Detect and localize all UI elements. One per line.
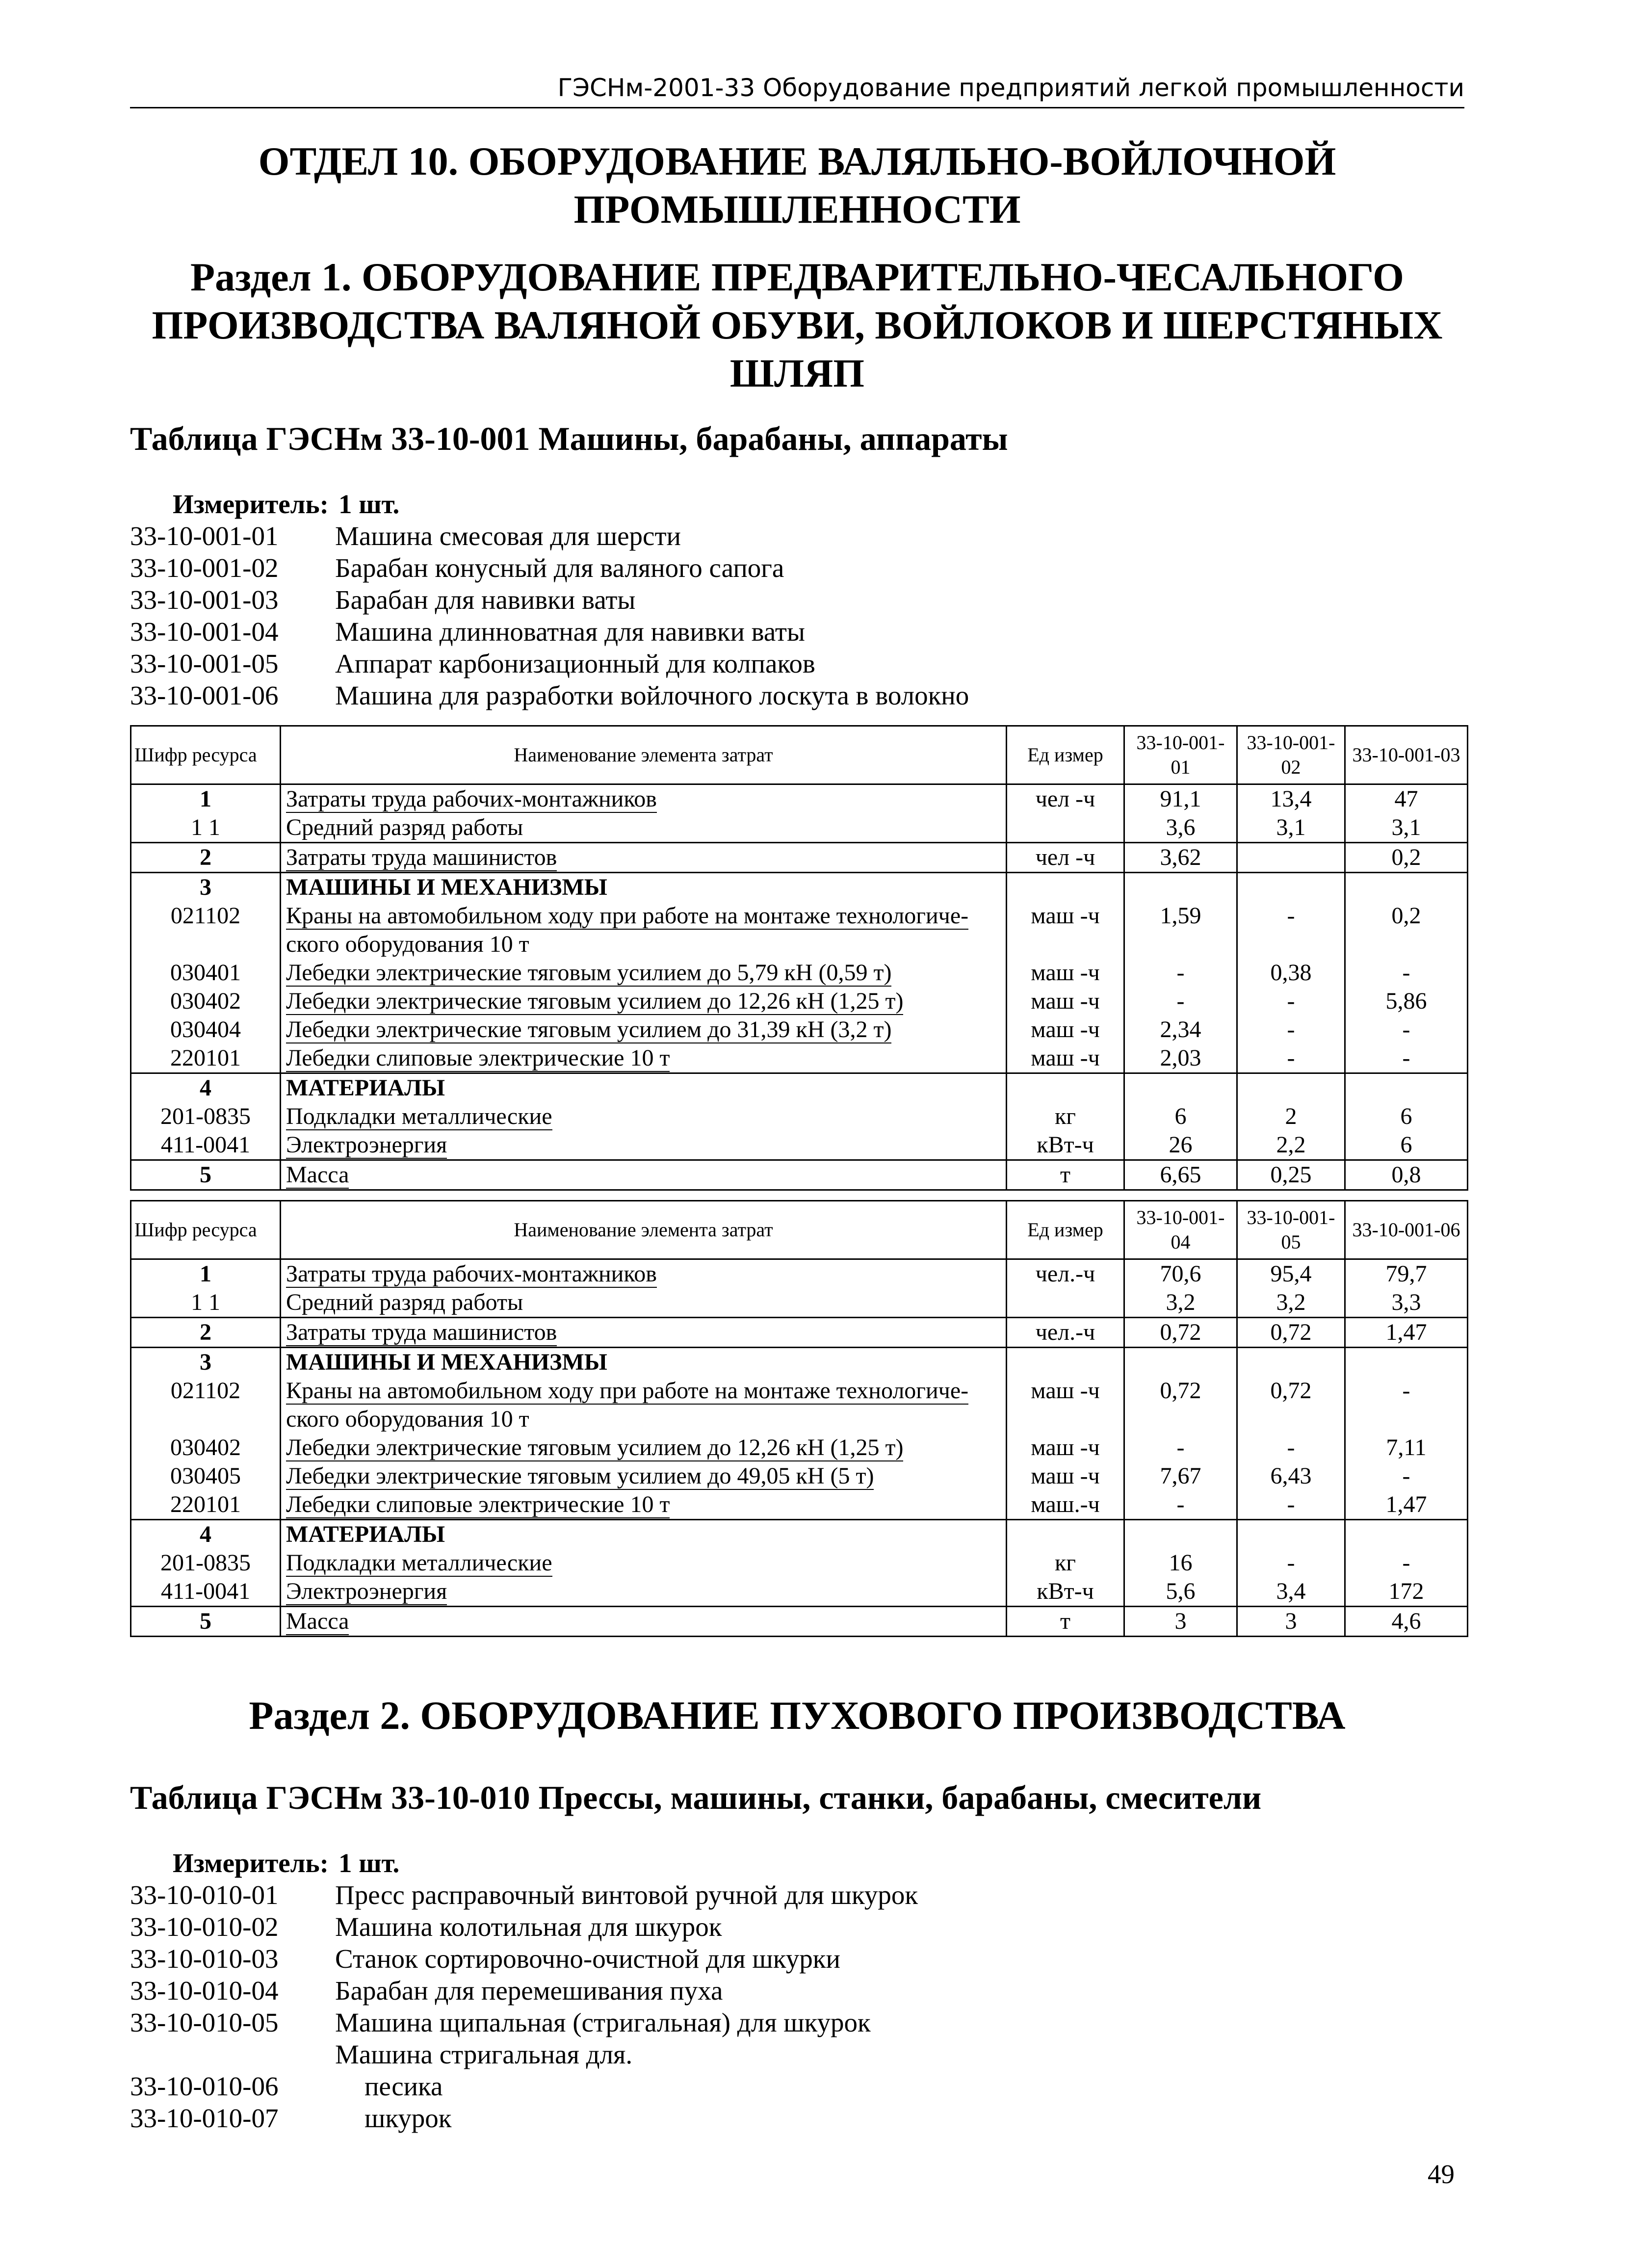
cell-v3: 0,2 [1345,843,1468,873]
cell-v2 [1237,843,1345,873]
table-row [131,1434,1468,1462]
cell-v2: 3,1 [1237,813,1345,843]
cell-unit: маш -ч [1007,1044,1124,1073]
cell-name [281,930,1007,959]
cell-v1: - [1124,987,1237,1016]
cell-text: Электроэнергия [286,1132,447,1158]
item-name: шкурок [364,2103,452,2133]
col-header-unit: Ед измер [1007,726,1124,784]
items-list-2 [130,1847,918,2134]
cell-text: Масса [286,1162,349,1188]
cell-name [281,1549,1007,1577]
cell-unit [1007,1288,1124,1318]
table-row [131,902,1468,930]
cell-code: 201-0835 [131,1549,281,1577]
cell-unit: маш -ч [1007,1462,1124,1490]
cell-v1: 3 [1124,1607,1237,1637]
table-row [131,930,1468,959]
table-row [131,1160,1468,1190]
table-2-title: Таблица ГЭСНм 33-10-010 Прессы, машины, станки, барабаны, смесители [130,1779,1262,1816]
cell-code: 3 [131,1348,281,1377]
cell-v2: 0,72 [1237,1377,1345,1405]
cell-code: 201-0835 [131,1102,281,1131]
item-code: 33-10-010-01 [130,1880,279,1910]
cell-name [281,873,1007,902]
cell-text: МАТЕРИАЛЫ [286,1521,445,1547]
table-row [131,813,1468,843]
cell-unit: чел -ч [1007,784,1124,814]
cell-v1: 2,34 [1124,1016,1237,1044]
cell-v2 [1237,930,1345,959]
table-row [131,1490,1468,1520]
cell-unit: маш -ч [1007,987,1124,1016]
item-name: Барабан конусный для валяного сапога [335,553,784,583]
cell-code: 3 [131,873,281,902]
cell-v1: 0,72 [1124,1377,1237,1405]
item-name: Барабан для перемешивания пуха [335,1976,723,2006]
cell-unit: кВт-ч [1007,1131,1124,1160]
cell-v3: 0,8 [1345,1160,1468,1190]
cell-unit: маш -ч [1007,959,1124,987]
cell-v2: 6,43 [1237,1462,1345,1490]
cell-v3 [1345,1405,1468,1434]
item-code: 33-10-001-01 [130,521,279,551]
cell-unit: чел.-ч [1007,1259,1124,1289]
list-item [130,552,969,584]
cell-unit [1007,1520,1124,1549]
cell-text: Лебедки слиповые электрические 10 т [286,1491,670,1517]
measure-label: Измеритель: [173,1848,329,1878]
cell-v2: - [1237,1044,1345,1073]
cell-v3: 3,3 [1345,1288,1468,1318]
cell-v2: 0,72 [1237,1318,1345,1348]
cell-v1: - [1124,1490,1237,1520]
table-row [131,1607,1468,1637]
cell-name [281,1405,1007,1434]
table-row [131,784,1468,814]
cell-name [281,987,1007,1016]
table-row [131,1073,1468,1103]
cell-unit: маш.-ч [1007,1490,1124,1520]
item-code: 33-10-001-05 [130,649,279,678]
measure-label: Измеритель: [173,489,329,519]
list-item [130,2038,918,2070]
cell-v1 [1124,873,1237,902]
col-header-code: Шифр ресурса [131,726,281,784]
item-code: 33-10-010-06 [130,2071,279,2101]
cell-name [281,1607,1007,1637]
cell-name [281,813,1007,843]
cell-code: 021102 [131,1377,281,1405]
cell-v3 [1345,873,1468,902]
table-row [131,1348,1468,1377]
table-row [131,987,1468,1016]
section-1-title: Раздел 1. ОБОРУДОВАНИЕ ПРЕДВАРИТЕЛЬНО-ЧЕСАЛЬНОГО ПРОИЗВОДСТВА ВАЛЯНОЙ ОБУВИ, ВОЙЛОКОВ И ШЕРСТЯНЫХ ШЛЯП [152,255,1443,395]
cell-v1: 1,59 [1124,902,1237,930]
cell-name [281,1490,1007,1520]
cell-v1: 26 [1124,1131,1237,1160]
cell-v1: 70,6 [1124,1259,1237,1289]
cell-v1: 3,2 [1124,1288,1237,1318]
cell-v1: 5,6 [1124,1577,1237,1607]
cell-v1 [1124,1073,1237,1103]
cell-name [281,1520,1007,1549]
cell-v2 [1237,1348,1345,1377]
list-item [130,2102,918,2134]
cell-v3: - [1345,959,1468,987]
cell-name [281,1577,1007,1607]
cell-text: МАТЕРИАЛЫ [286,1075,445,1101]
cell-v1: 6 [1124,1102,1237,1131]
cell-unit: кг [1007,1102,1124,1131]
col-header-name: Наименование элемента затрат [281,726,1007,784]
cell-code: 021102 [131,902,281,930]
list-item [130,648,969,679]
cell-text: Лебедки электрические тяговым усилием до 31,39 кН (3,2 т) [286,1017,892,1043]
table-1-title: Таблица ГЭСНм 33-10-001 Машины, барабаны, аппараты [130,420,1008,457]
list-item [130,2007,918,2038]
cell-name [281,1434,1007,1462]
item-name: Машина стригальная для. [335,2039,633,2069]
cell-code: 5 [131,1160,281,1190]
page-number: 49 [1428,2159,1455,2189]
col-header-v2: 33-10-001-02 [1237,726,1345,784]
cell-text: Лебедки электрические тяговым усилием до 49,05 кН (5 т) [286,1463,874,1489]
cell-text: Затраты труда машинистов [286,1319,557,1345]
items-list-1 [130,488,969,711]
item-code: 33-10-001-03 [130,585,279,615]
measure-line [130,1847,918,1879]
list-item [130,1943,918,1975]
cell-code: 4 [131,1073,281,1103]
cell-v2: - [1237,902,1345,930]
title-block [130,137,1464,397]
col-header-v2: 33-10-001-05 [1237,1201,1345,1259]
cell-unit [1007,813,1124,843]
item-code: 33-10-001-06 [130,680,279,710]
cell-unit [1007,1348,1124,1377]
cell-v2: 3 [1237,1607,1345,1637]
table-row [131,1377,1468,1405]
cell-unit: кВт-ч [1007,1577,1124,1607]
cell-v3: - [1345,1549,1468,1577]
cell-text: Масса [286,1608,349,1634]
cell-name [281,1318,1007,1348]
cell-code [131,930,281,959]
cell-name [281,902,1007,930]
cell-unit [1007,1405,1124,1434]
cell-unit: маш -ч [1007,1377,1124,1405]
cell-code: 030402 [131,987,281,1016]
cell-text: Лебедки электрические тяговым усилием до 5,79 кН (0,59 т) [286,960,892,986]
cell-name [281,1073,1007,1103]
cell-text: Краны на автомобильном ходу при работе на монтаже технологиче- [286,903,969,929]
cell-unit: маш -ч [1007,1434,1124,1462]
cell-name [281,843,1007,873]
cell-name [281,1462,1007,1490]
cell-unit: т [1007,1607,1124,1637]
cell-text: Лебедки электрические тяговым усилием до 12,26 кН (1,25 т) [286,1434,904,1460]
item-code: 33-10-010-07 [130,2103,279,2133]
cell-code: 030405 [131,1462,281,1490]
cell-name [281,1348,1007,1377]
cell-name [281,1016,1007,1044]
table-row [131,1288,1468,1318]
cell-unit: маш -ч [1007,1016,1124,1044]
list-item [130,679,969,711]
col-header-name: Наименование элемента затрат [281,1201,1007,1259]
cell-text: Средний разряд работы [286,814,523,840]
cell-text: МАШИНЫ И МЕХАНИЗМЫ [286,1349,607,1375]
cell-v3 [1345,1073,1468,1103]
cell-v2: 13,4 [1237,784,1345,814]
cell-v3: 6 [1345,1131,1468,1160]
cell-name [281,1288,1007,1318]
cell-v2 [1237,1073,1345,1103]
cell-code: 2 [131,1318,281,1348]
table-row [131,1577,1468,1607]
cell-v1: 3,6 [1124,813,1237,843]
cell-name [281,959,1007,987]
cell-v1 [1124,930,1237,959]
cell-name [281,1044,1007,1073]
cell-v2: 0,25 [1237,1160,1345,1190]
cell-name [281,1160,1007,1190]
list-item [130,520,969,552]
cell-code: 4 [131,1520,281,1549]
item-name: Машина для разработки войлочного лоскута в волокно [335,680,969,710]
item-name: Станок сортировочно-очистной для шкурки [335,1944,840,1974]
cell-v2: 95,4 [1237,1259,1345,1289]
cell-code: 030401 [131,959,281,987]
item-name: песика [364,2071,443,2101]
cell-code: 411-0041 [131,1577,281,1607]
item-code: 33-10-010-03 [130,1944,279,1974]
list-item [130,1975,918,2007]
cell-code: 411-0041 [131,1131,281,1160]
cell-text: Подкладки металлические [286,1550,552,1576]
cell-v1 [1124,1348,1237,1377]
cell-code [131,1405,281,1434]
list-item [130,616,969,648]
cell-v1: 3,62 [1124,843,1237,873]
cell-text: Подкладки металлические [286,1103,552,1129]
item-name: Машина щипальная (стригальная) для шкурок [335,2007,871,2037]
item-name: Машина смесовая для шерсти [335,521,681,551]
cell-text: Средний разряд работы [286,1289,523,1315]
cell-unit: чел.-ч [1007,1318,1124,1348]
measure-line [130,488,969,520]
cell-v3: - [1345,1377,1468,1405]
cell-name [281,1102,1007,1131]
col-header-v1: 33-10-001-01 [1124,726,1237,784]
cell-unit [1007,930,1124,959]
cell-code: 1 1 [131,813,281,843]
table-row [131,1102,1468,1131]
table-row [131,1131,1468,1160]
list-item [130,1879,918,1911]
cell-v3: 1,47 [1345,1490,1468,1520]
cell-v1: 2,03 [1124,1044,1237,1073]
cell-v2: 2,2 [1237,1131,1345,1160]
cell-v3: 7,11 [1345,1434,1468,1462]
cell-text: Лебедки слиповые электрические 10 т [286,1045,670,1071]
item-code: 33-10-001-04 [130,617,279,647]
cell-unit: чел -ч [1007,843,1124,873]
cell-text: Затраты труда рабочих-монтажников [286,786,657,812]
measure-value: 1 шт. [338,1848,400,1878]
department-title: ОТДЕЛ 10. ОБОРУДОВАНИЕ ВАЛЯЛЬНО-ВОЙЛОЧНОЙ ПРОМЫШЛЕННОСТИ [258,139,1336,232]
cell-v3: 0,2 [1345,902,1468,930]
cell-text: Затраты труда рабочих-монтажников [286,1261,657,1287]
table-row [131,1405,1468,1434]
cell-v2 [1237,873,1345,902]
cell-v2: 3,2 [1237,1288,1345,1318]
table-row [131,959,1468,987]
item-code: 33-10-001-02 [130,553,279,583]
cell-text: Электроэнергия [286,1578,447,1604]
cell-v2: - [1237,1490,1345,1520]
cell-v3: - [1345,1044,1468,1073]
cell-v1 [1124,1520,1237,1549]
cell-name [281,1377,1007,1405]
table-row [131,873,1468,902]
item-code: 33-10-010-04 [130,1976,279,2006]
cell-v2: - [1237,1434,1345,1462]
cell-v3 [1345,1348,1468,1377]
table-row [131,843,1468,873]
cell-v3: 172 [1345,1577,1468,1607]
table-row [131,1318,1468,1348]
cell-v1: 0,72 [1124,1318,1237,1348]
item-code: 33-10-010-05 [130,2007,279,2037]
table-row [131,1016,1468,1044]
cell-v2: - [1237,1549,1345,1577]
item-code: 33-10-010-02 [130,1912,279,1942]
cell-v1: - [1124,959,1237,987]
cell-v1: 7,67 [1124,1462,1237,1490]
item-name: Машина длинноватная для навивки ваты [335,617,805,647]
measure-value: 1 шт. [338,489,400,519]
cell-v1: 16 [1124,1549,1237,1577]
cell-unit: т [1007,1160,1124,1190]
cell-v2 [1237,1405,1345,1434]
cell-code: 5 [131,1607,281,1637]
col-header-v3: 33-10-001-06 [1345,1201,1468,1259]
cell-code: 030404 [131,1016,281,1044]
cell-code: 1 1 [131,1288,281,1318]
item-code [130,2038,335,2070]
cell-code: 2 [131,843,281,873]
cell-text: Лебедки электрические тяговым усилием до 12,26 кН (1,25 т) [286,988,904,1014]
resource-table-a [130,725,1468,1191]
cell-v2: 2 [1237,1102,1345,1131]
table-row [131,1259,1468,1289]
col-header-unit: Ед измер [1007,1201,1124,1259]
cell-name [281,784,1007,814]
cell-v3: - [1345,1462,1468,1490]
cell-v1: 91,1 [1124,784,1237,814]
table-row [131,1462,1468,1490]
cell-unit: кг [1007,1549,1124,1577]
cell-v3: 3,1 [1345,813,1468,843]
cell-v2: 3,4 [1237,1577,1345,1607]
cell-v3: 47 [1345,784,1468,814]
cell-v3: - [1345,1016,1468,1044]
cell-v1: 6,65 [1124,1160,1237,1190]
item-name: Машина колотильная для шкурок [335,1912,722,1942]
cell-text: ского оборудования 10 т [286,931,529,957]
cell-text: Затраты труда машинистов [286,844,557,870]
cell-name [281,1259,1007,1289]
table-row [131,1549,1468,1577]
item-name: Аппарат карбонизационный для колпаков [335,649,815,678]
cell-v3: 4,6 [1345,1607,1468,1637]
cell-code: 1 [131,784,281,814]
cell-v3 [1345,1520,1468,1549]
list-item [130,1911,918,1943]
cell-v3: 6 [1345,1102,1468,1131]
list-item [130,584,969,616]
cell-unit: маш -ч [1007,902,1124,930]
table-row [131,1044,1468,1073]
cell-v1: - [1124,1434,1237,1462]
item-name: Пресс расправочный винтовой ручной для шкурок [335,1880,918,1910]
cell-v3 [1345,930,1468,959]
cell-v2: - [1237,987,1345,1016]
cell-code: 1 [131,1259,281,1289]
cell-v3: 1,47 [1345,1318,1468,1348]
list-item [130,2070,918,2102]
item-name: Барабан для навивки ваты [335,585,636,615]
cell-code: 030402 [131,1434,281,1462]
cell-code: 220101 [131,1490,281,1520]
cell-unit [1007,873,1124,902]
cell-v2: 0,38 [1237,959,1345,987]
cell-unit [1007,1073,1124,1103]
cell-code: 220101 [131,1044,281,1073]
resource-table-b [130,1200,1468,1637]
section-2-title: Раздел 2. ОБОРУДОВАНИЕ ПУХОВОГО ПРОИЗВОДСТВА [249,1693,1346,1738]
cell-v3: 79,7 [1345,1259,1468,1289]
cell-text: Краны на автомобильном ходу при работе на монтаже технологиче- [286,1378,969,1404]
cell-v3: 5,86 [1345,987,1468,1016]
cell-v2 [1237,1520,1345,1549]
cell-text: ского оборудования 10 т [286,1406,529,1432]
col-header-v3: 33-10-001-03 [1345,726,1468,784]
col-header-code: Шифр ресурса [131,1201,281,1259]
cell-text: МАШИНЫ И МЕХАНИЗМЫ [286,874,607,900]
col-header-v1: 33-10-001-04 [1124,1201,1237,1259]
cell-v1 [1124,1405,1237,1434]
cell-v2: - [1237,1016,1345,1044]
table-row [131,1520,1468,1549]
cell-name [281,1131,1007,1160]
running-header: ГЭСНм-2001-33 Оборудование предприятий легкой промышленности [130,74,1464,108]
